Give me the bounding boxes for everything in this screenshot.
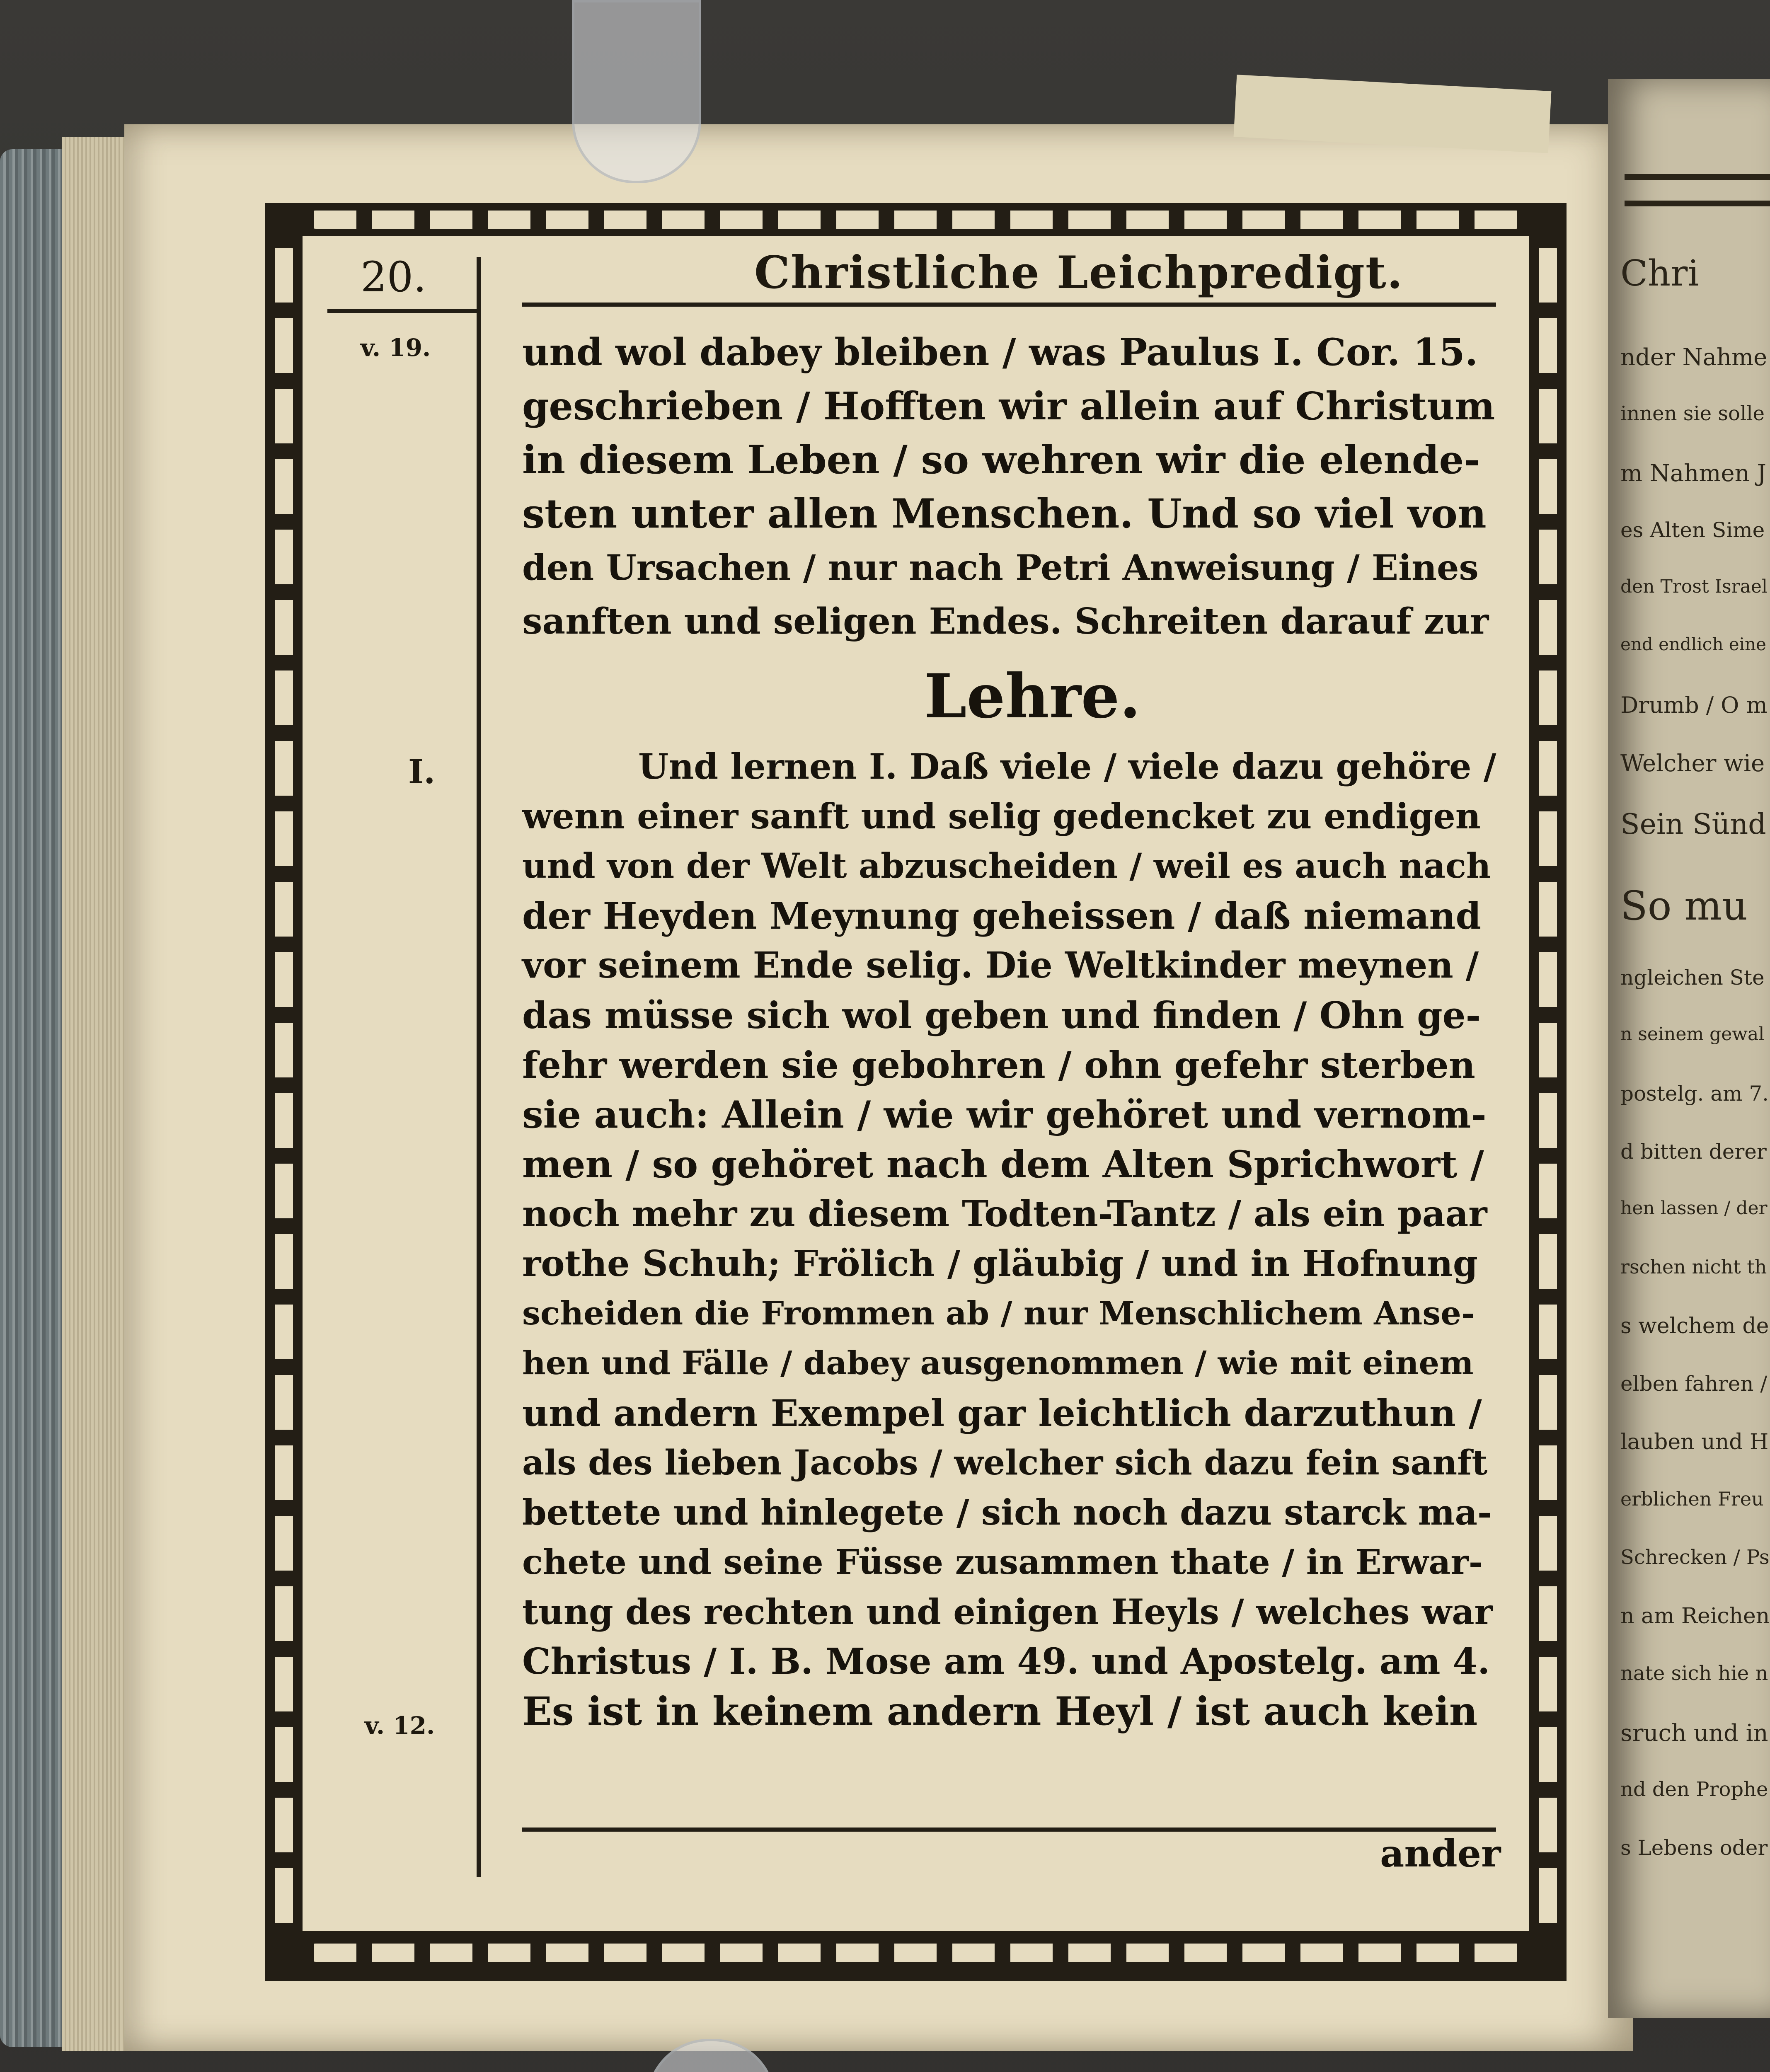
text-line: sanften und seligen Endes. Schreiten darauf zur (522, 600, 1489, 642)
facing-line: n seinem gewal (1620, 1024, 1765, 1045)
text-line: das müsse sich wol geben und finden / Ohn ge- (522, 994, 1481, 1037)
section-heading: Lehre. (924, 661, 1141, 732)
facing-line: d bitten derer (1620, 1140, 1767, 1164)
margin-rule (477, 257, 481, 1877)
facing-line: Welcher wie (1620, 750, 1765, 777)
facing-line: Schrecken / Ps (1620, 1546, 1770, 1569)
text-line: scheiden die Frommen ab / nur Menschlichem Anse- (522, 1295, 1475, 1332)
facing-line: nd den Prophe (1620, 1778, 1768, 1801)
facing-line: nder Nahme (1620, 344, 1768, 371)
facing-line: Sein Sünd (1620, 808, 1766, 841)
text-line: Christus / I. B. Mose am 49. und Apostelg. am 4. (522, 1641, 1490, 1682)
text-line: sten unter allen Menschen. Und so viel von (522, 490, 1487, 537)
facing-page (1608, 79, 1770, 2018)
text-line: rothe Schuh; Frölich / gläubig / und in Hofnung (522, 1243, 1478, 1285)
facing-line: es Alten Sime (1620, 518, 1765, 542)
text-line: vor seinem Ende selig. Die Weltkinder meynen / (522, 944, 1479, 986)
foot-rule (522, 1828, 1496, 1832)
facing-line: Chri (1620, 253, 1699, 294)
facing-line: ngleichen Ste (1620, 966, 1765, 990)
facing-line: hen lassen / der (1620, 1198, 1768, 1219)
facing-line: s Lebens oder (1620, 1836, 1768, 1860)
text-line: chete und seine Füsse zusammen thate / in Erwar- (522, 1542, 1483, 1582)
text-line: der Heyden Meynung geheissen / daß niemand (522, 894, 1482, 937)
text-line: noch mehr zu diesem Todten-Tantz / als ein paar (522, 1193, 1487, 1235)
text-line: den Ursachen / nur nach Petri Anweisung / Eines (522, 547, 1479, 588)
text-line: und andern Exempel gar leichtlich darzuthun / (522, 1392, 1482, 1435)
frame-ornament (307, 211, 1525, 229)
facing-line: elben fahren / (1620, 1372, 1768, 1396)
facing-line: So mu (1620, 883, 1748, 929)
text-line: Und lernen I. Daß viele / viele dazu gehöre / (638, 746, 1496, 787)
head-rule (522, 303, 1496, 307)
text-line: in diesem Leben / so wehren wir die elende- (522, 437, 1480, 483)
facing-line: n am Reichen (1620, 1604, 1770, 1629)
facing-line: Drumb / O m (1620, 692, 1768, 718)
text-line: geschrieben / Hofften wir allein auf Christum (522, 384, 1495, 428)
facing-line: s welchem de (1620, 1314, 1769, 1339)
text-line: Es ist in keinem andern Heyl / ist auch kein (522, 1689, 1478, 1734)
facing-line: postelg. am 7. (1620, 1082, 1769, 1106)
text-line: bettete und hinlegete / sich noch dazu starck ma- (522, 1492, 1492, 1533)
text-line: wenn einer sanft und selig gedencket zu endigen (522, 796, 1481, 837)
running-head: Christliche Leichpredigt. (754, 247, 1404, 299)
facing-line: m Nahmen J (1620, 460, 1766, 487)
facing-line: erblichen Freu (1620, 1488, 1764, 1510)
text-line: fehr werden sie gebohren / ohn gefehr sterben (522, 1043, 1475, 1087)
frame-ornament (1539, 240, 1557, 1931)
text-line: tung des rechten und einigen Heyls / welches war (522, 1591, 1493, 1632)
text-line: hen und Fälle / dabey ausgenommen / wie mit einem (522, 1344, 1474, 1382)
margin-note: I. (408, 752, 436, 791)
text-line: als des lieben Jacobs / welcher sich dazu fein sanft (522, 1443, 1488, 1483)
text-line: sie auch: Allein / wie wir gehöret und vernom- (522, 1093, 1487, 1137)
facing-line: nate sich hie n (1620, 1662, 1768, 1685)
facing-line: sruch und in (1620, 1720, 1768, 1747)
facing-page-border (1625, 174, 1770, 206)
facing-line: end endlich eine (1620, 634, 1766, 654)
frame-ornament (275, 240, 293, 1931)
frame-ornament (307, 1944, 1525, 1962)
head-rule (327, 309, 477, 313)
page-number: 20. (361, 253, 427, 301)
facing-line: den Trost Israel (1620, 576, 1768, 597)
facing-line: lauben und H (1620, 1430, 1769, 1455)
facing-line: innen sie solle (1620, 402, 1765, 425)
catchword: ander (1380, 1832, 1501, 1876)
text-line: und von der Welt abzuscheiden / weil es auch nach (522, 846, 1491, 886)
facing-line: rschen nicht th (1620, 1256, 1767, 1278)
margin-note: v. 12. (365, 1711, 435, 1740)
text-line: men / so gehöret nach dem Alten Sprichwort / (522, 1143, 1484, 1186)
text-line: und wol dabey bleiben / was Paulus I. Cor. 15. (522, 330, 1478, 374)
margin-note: v. 19. (361, 334, 431, 362)
page-clip-top (572, 0, 701, 183)
